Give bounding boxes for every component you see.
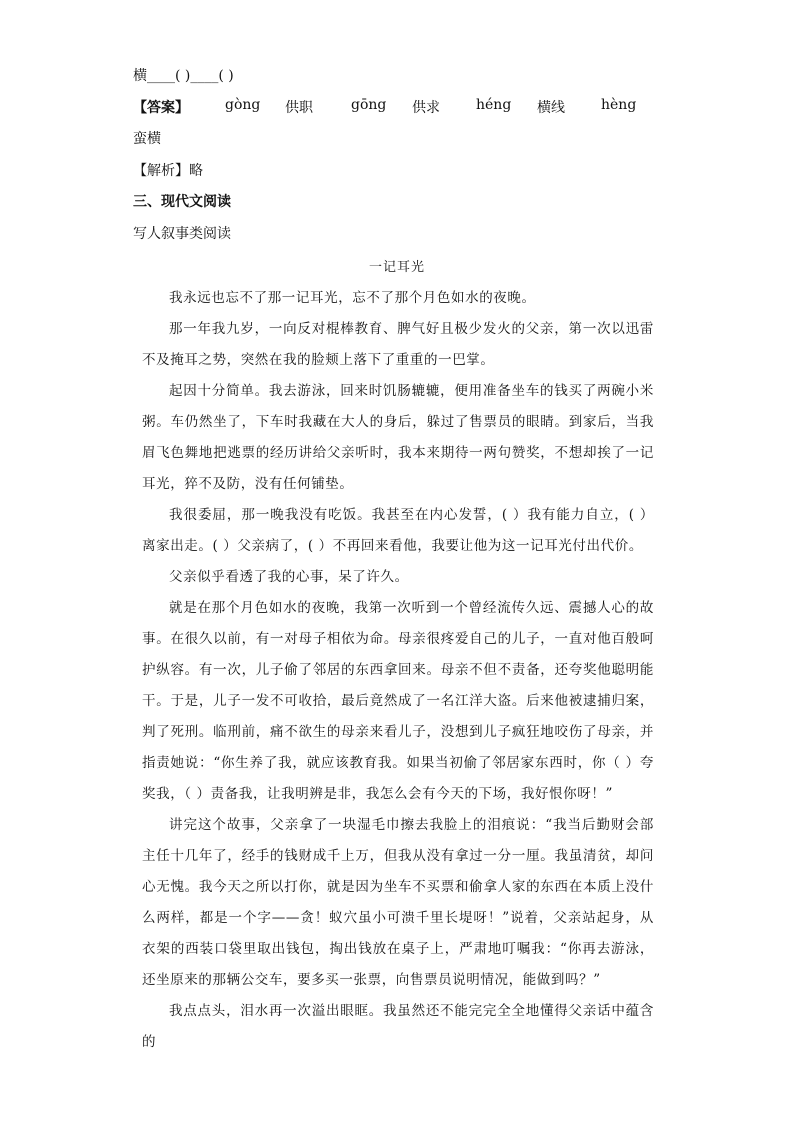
story-paragraph: 讲完这个故事，父亲拿了一块湿毛巾擦去我脸上的泪痕说：“我当后勤财会部主任十几年了，经手的钱财成千上万，但我从没有拿过一分一厘。我虽清贫，却问心无愧。我今天之所以打你，就是因为坐车不买票和偷拿人家的东西在本质上没什么两样，都是一个字——贪！蚁穴虽小可溃千里长堤呀！”说着，父亲站起身，从衣架的西装口袋里取出钱包，掏出钱放在桌子上，严肃地叮嘱我：“你再去游泳，还坐原来的那辆公交车，要多买一张票，向售票员说明情况，能做到吗？” [142, 817, 654, 988]
answer-item: 横线 [537, 100, 565, 116]
story-paragraph: 我很委屈，那一晚我没有吃饭。我甚至在内心发誓，( ）我有能力自立，( ）离家出走。( ）父亲病了，( ）不再回来看他，我要让他为这一记耳光付出代价。 [142, 507, 654, 554]
story-title: 一记耳光 [368, 260, 425, 275]
story-paragraph: 我永远也忘不了那一记耳光，忘不了那个月色如水的夜晚。 [169, 290, 536, 306]
story-paragraph: 就是在那个月色如水的夜晚，我第一次听到一个曾经流传久远、震撼人心的故事。在很久以前，有一对母子相依为命。母亲很疼爱自己的儿子，一直对他百般呵护纵容。有一次，儿子偷了邻居的东西拿回来。母亲不但不责备，还夸奖他聪明能干。于是，儿子一发不可收拾，最后竟然成了一名江洋大盗。后来他被逮捕归案，判了死刑。临刑前，痛不欲生的母亲来看儿子，没想到儿子疯狂地咬伤了母亲，并指责她说：“你生养了我，就应该教育我。如果当初偷了邻居家东西时，你（ ）夸奖我，（ ）责备我，让我明辨是非，我怎么会有今天的下场，我好恨你呀！” [142, 600, 654, 802]
story-paragraph: 我点点头，泪水再一次溢出眼眶。我虽然还不能完完全全地懂得父亲话中蕴含的 [142, 1003, 654, 1050]
answer-item: gōng [351, 97, 387, 113]
header-fill-in-line: 横____( )____( ) [133, 68, 234, 84]
story-paragraph: 父亲似乎看透了我的心事，呆了许久。 [169, 569, 409, 585]
answer-label: 【答案】 [133, 100, 189, 116]
answer-row [133, 97, 653, 117]
answer-item: 供职 [285, 100, 313, 116]
answer-continuation: 蛮横 [133, 131, 161, 147]
story-paragraph: 起因十分简单。我去游泳，回来时饥肠辘辘，便用准备坐车的钱买了两碗小米粥。车仍然坐了，下车时我藏在大人的身后，躲过了售票员的眼睛。到家后，当我眉飞色舞地把逃票的经历讲给父亲听时，我本来期待一两句赞奖，不想却挨了一记耳光，猝不及防，没有任何铺垫。 [142, 383, 654, 492]
answer-item: hèng [601, 97, 637, 113]
story-body [142, 283, 654, 1058]
story-paragraph: 那一年我九岁，一向反对棍棒教育、脾气好且极少发火的父亲，第一次以迅雷不及掩耳之势，突然在我的脸颊上落下了重重的一巴掌。 [142, 321, 654, 368]
answer-item: héng [476, 97, 512, 113]
analysis-line: 【解析】略 [133, 163, 203, 179]
section-title: 三、现代文阅读 [133, 194, 231, 210]
subsection-title: 写人叙事类阅读 [133, 226, 231, 242]
answer-item: gòng [225, 97, 261, 113]
answer-item: 供求 [412, 100, 440, 116]
